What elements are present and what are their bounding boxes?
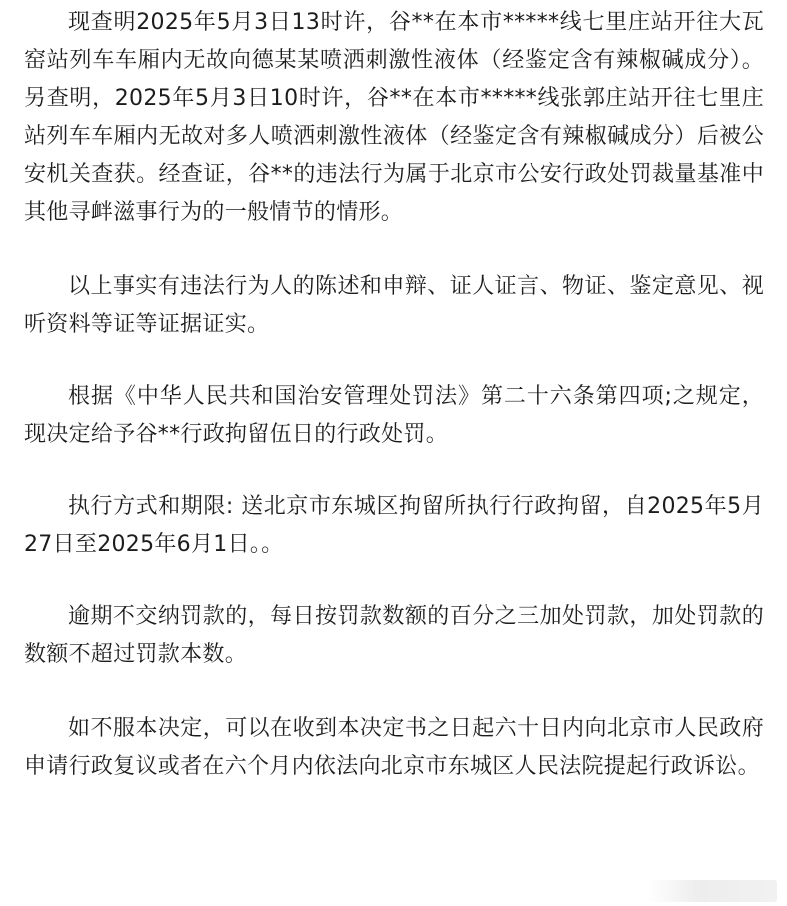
watermark-blur (647, 880, 777, 902)
paragraph-appeal: 如不服本决定，可以在收到本决定书之日起六十日内向北京市人民政府申请行政复议或者在六个月内依法向北京市东城区人民法院提起行政诉讼。 (24, 716, 764, 779)
paragraph-legal-basis: 根据《中华人民共和国治安管理处罚法》第二十六条第四项;之规定，现决定给予谷**行政拘留伍日的行政处罚。 (24, 384, 764, 447)
document-body (24, 4, 764, 786)
paragraph-late-payment: 逾期不交纳罚款的，每日按罚款数额的百分之三加处罚款，加处罚款的数额不超过罚款本数。 (24, 604, 764, 667)
paragraph-evidence: 以上事实有违法行为人的陈述和申辩、证人证言、物证、鉴定意见、视听资料等证等证据证实。 (24, 274, 764, 337)
paragraph-facts: 现查明2025年5月3日13时许，谷**在本市*****线七里庄站开往大瓦窑站列车车厢内无故向德某某喷洒刺激性液体（经鉴定含有辣椒碱成分）。另查明，2025年5月3日10时许，谷**在本市*****线张郭庄站开往七里庄站列车车厢内无故对多人喷洒刺激性液体（经鉴定含有辣椒碱成分）后被公安机关查获。经查证，谷**的违法行为属于北京市公安行政处罚裁量基准中其他寻衅滋事行为的一般情节的情形。 (24, 10, 764, 225)
paragraph-execution: 执行方式和期限: 送北京市东城区拘留所执行行政拘留，自2025年5月27日至2025年6月1日。。 (24, 494, 764, 557)
